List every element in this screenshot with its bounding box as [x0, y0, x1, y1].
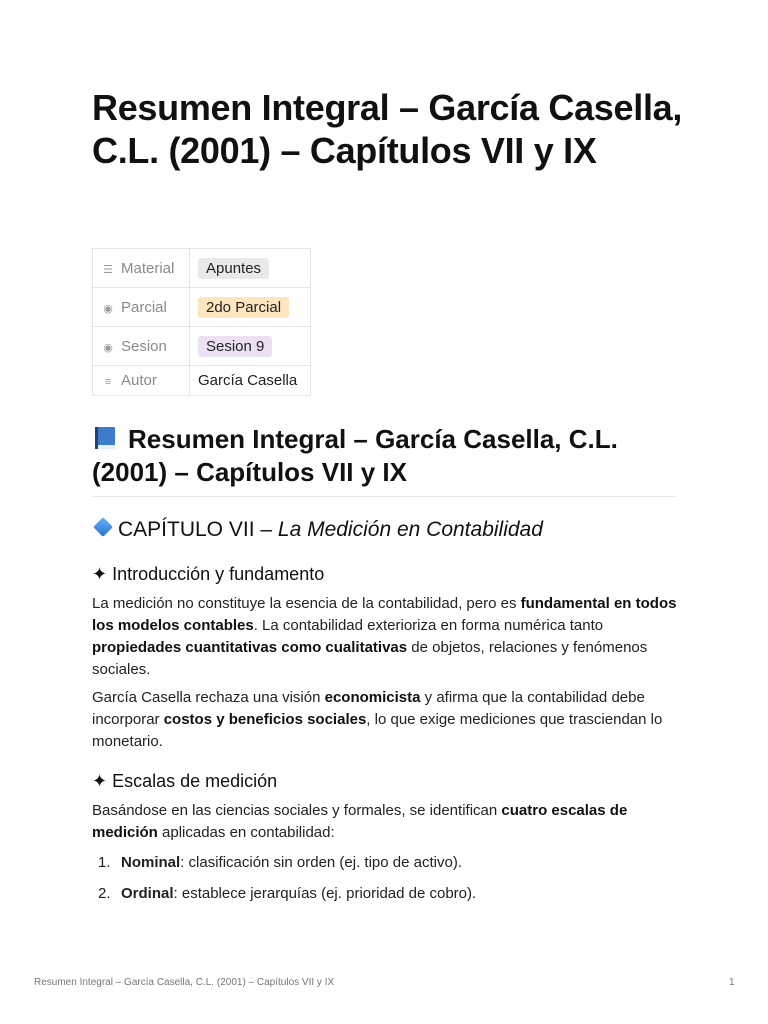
divider [92, 496, 676, 497]
property-row-parcial[interactable] [93, 288, 311, 327]
property-row-autor[interactable] [93, 366, 311, 396]
property-key: Material [121, 259, 175, 277]
chapter-subtitle: La Medición en Contabilidad [277, 518, 543, 541]
section-heading [92, 423, 682, 489]
footer-title: Resumen Integral – García Casella, C.L. (2001) – Capítulos VII y IX [34, 977, 335, 988]
list-item: 2. Ordinal: establece jerarquías (ej. prioridad de cobro). [98, 885, 477, 902]
select-icon: ◉ [103, 341, 113, 354]
page-number: 1 [729, 977, 735, 988]
page-title: Resumen Integral – García Casella, C.L. (2001) – Capítulos VII y IX [92, 87, 683, 171]
intro-heading: ✦ Introducción y fundamento [92, 564, 325, 584]
escalas-list [92, 852, 682, 914]
select-icon: ◉ [103, 302, 113, 315]
escalas-paragraph: Basándose en las ciencias sociales y formales, se identifican cuatro escalas de medición aplicadas en contabilidad: [92, 802, 628, 841]
list-item: 1. Nominal: clasificación sin orden (ej. tipo de activo). [98, 854, 462, 871]
escalas-heading: ✦ Escalas de medición [92, 771, 278, 791]
property-key: Autor [121, 372, 157, 389]
property-tag: Sesion 9 [198, 336, 272, 357]
property-tag: 2do Parcial [198, 297, 289, 318]
text-icon: ≡ [104, 376, 112, 388]
intro-paragraph-2: García Casella rechaza una visión economicista y afirma que la contabilidad debe incorporar costos y beneficios sociales, lo que exige mediciones que trasciendan lo monetario. [92, 689, 663, 750]
section-heading-text: Resumen Integral – García Casella, C.L. (2001) – Capítulos VII y IX [92, 424, 618, 487]
chapter-prefix: CAPÍTULO VII – [118, 518, 278, 541]
list-icon: ☰ [103, 263, 113, 276]
property-key: Sesion [121, 337, 167, 355]
property-tag: Apuntes [198, 258, 269, 279]
property-row-material[interactable] [93, 249, 311, 288]
blue-diamond-icon [93, 517, 113, 537]
intro-paragraph-1: La medición no constituye la esencia de la contabilidad, pero es fundamental en todos los modelos contables. La contabilidad exterioriza en forma numérica tanto propiedades cuantitativas como cualitativas de objetos, relaciones y fenómenos sociales. [92, 595, 677, 678]
properties-table [92, 248, 311, 396]
property-key: Parcial [121, 298, 167, 316]
property-value[interactable]: García Casella [190, 366, 311, 396]
chapter-heading [92, 516, 682, 544]
book-icon [92, 425, 118, 451]
property-row-sesion[interactable] [93, 327, 311, 366]
